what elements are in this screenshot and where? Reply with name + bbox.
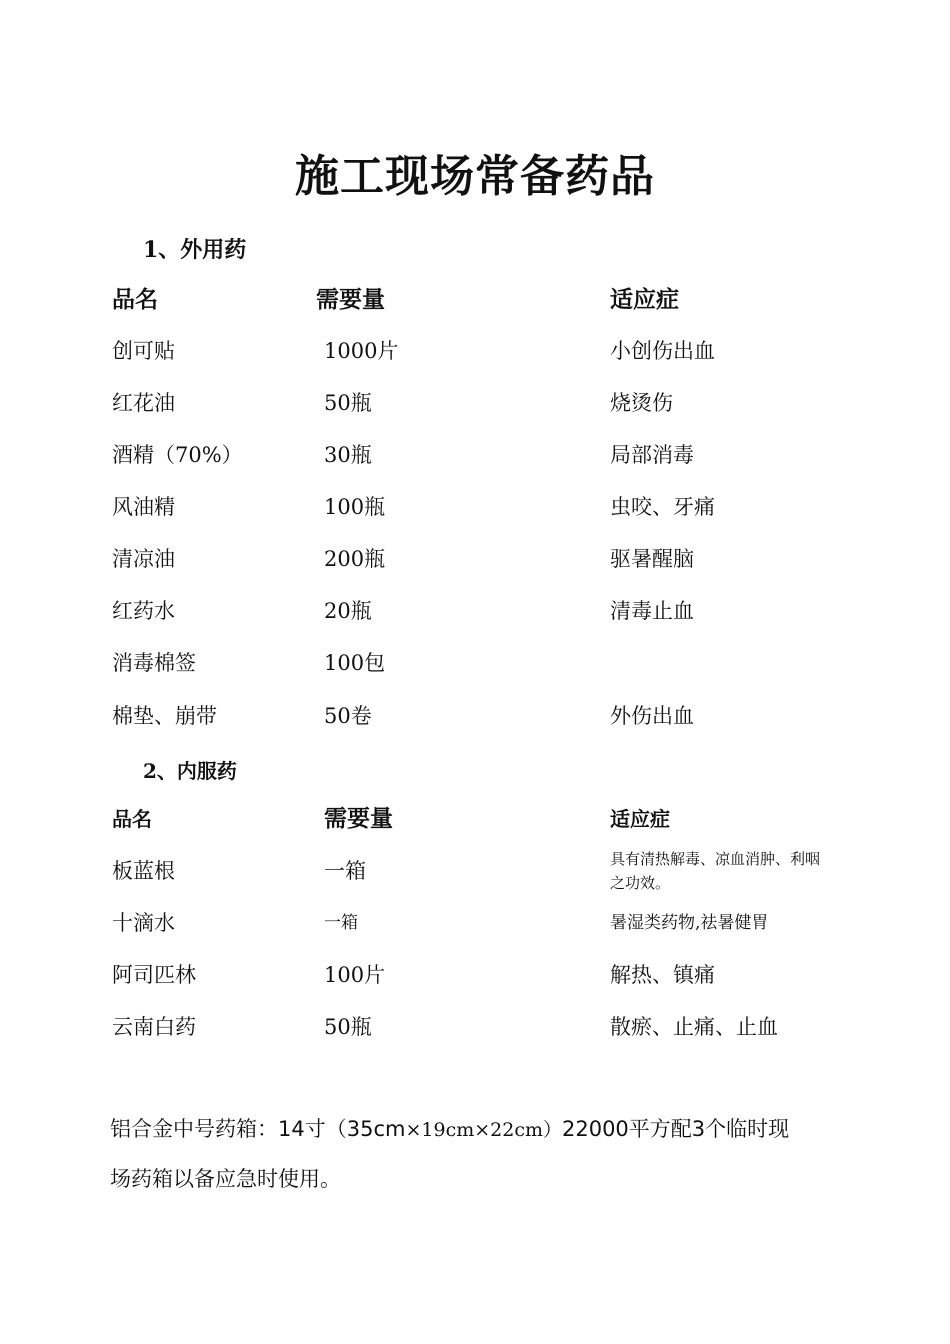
table-row <box>0 1007 950 1047</box>
drug-indication: 局部消毒 <box>610 443 694 467</box>
footer-text: 平方配 <box>628 1117 692 1141</box>
section-heading-external: 1、外用药 <box>143 237 247 263</box>
drug-indication: 具有清热解毒、凉血消肿、利咽之功效。 <box>610 850 821 892</box>
header-quantity: 需要量 <box>324 806 393 832</box>
table-row <box>0 643 950 683</box>
drug-name: 棉垫、崩带 <box>112 704 217 728</box>
drug-quantity: 100片 <box>324 963 386 987</box>
drug-indication: 暑湿类药物,祛暑健胃 <box>610 913 769 933</box>
drug-name: 酒精（70%） <box>112 443 243 467</box>
footer-line-1 <box>110 1113 789 1143</box>
footer-text: 35cm <box>346 1117 406 1141</box>
table-row <box>0 487 950 527</box>
drug-name: 风油精 <box>112 495 175 519</box>
table-header-row <box>0 280 950 320</box>
table-row <box>0 591 950 631</box>
drug-quantity: 100包 <box>324 651 386 675</box>
header-name: 品名 <box>112 287 158 313</box>
footer-line-2: 场药箱以备应急时使用。 <box>110 1167 341 1191</box>
drug-name: 红花油 <box>112 391 175 415</box>
drug-indication: 虫咬、牙痛 <box>610 495 715 519</box>
page-title: 施工现场常备药品 <box>295 151 655 202</box>
table-header-row <box>0 799 950 839</box>
header-quantity: 需要量 <box>316 287 385 313</box>
drug-quantity: 一箱 <box>324 913 358 933</box>
drug-name: 清凉油 <box>112 547 175 571</box>
table-row <box>0 955 950 995</box>
drug-name: 消毒棉签 <box>112 651 196 675</box>
footer-text: ×19cm×22cm） <box>405 1119 562 1141</box>
drug-name: 十滴水 <box>112 911 175 935</box>
table-row <box>0 383 950 423</box>
footer-text: 寸（ <box>304 1117 347 1141</box>
table-row <box>0 851 950 899</box>
header-indication: 适应症 <box>610 287 679 313</box>
table-row <box>0 435 950 475</box>
drug-name: 板蓝根 <box>112 859 175 883</box>
header-indication: 适应症 <box>610 807 670 831</box>
drug-indication: 驱暑醒脑 <box>610 547 694 571</box>
drug-name: 红药水 <box>112 599 175 623</box>
drug-indication: 外伤出血 <box>610 704 694 728</box>
table-row <box>0 696 950 736</box>
drug-quantity: 50瓶 <box>324 391 372 415</box>
table-row <box>0 903 950 943</box>
drug-quantity: 1000片 <box>324 339 399 363</box>
drug-name: 创可贴 <box>112 339 175 363</box>
footer-text: 铝合金中号药箱： <box>110 1117 278 1141</box>
footer-text: 个临时现 <box>705 1117 790 1141</box>
drug-quantity: 一箱 <box>324 859 366 883</box>
drug-quantity: 100瓶 <box>324 495 386 519</box>
drug-name: 云南白药 <box>112 1015 196 1039</box>
table-row <box>0 331 950 371</box>
section-heading-internal: 2、内服药 <box>143 759 237 783</box>
drug-quantity: 20瓶 <box>324 599 372 623</box>
table-row <box>0 539 950 579</box>
drug-quantity: 30瓶 <box>324 443 372 467</box>
drug-indication: 散瘀、止痛、止血 <box>610 1015 778 1039</box>
drug-quantity: 50卷 <box>324 704 372 728</box>
drug-indication: 烧烫伤 <box>610 391 673 415</box>
drug-quantity: 50瓶 <box>324 1015 372 1039</box>
drug-name: 阿司匹林 <box>112 963 196 987</box>
header-name: 品名 <box>112 807 152 831</box>
drug-indication: 清毒止血 <box>610 599 694 623</box>
drug-quantity: 200瓶 <box>324 547 386 571</box>
drug-indication: 小创伤出血 <box>610 339 715 363</box>
footer-text: 14 <box>278 1117 305 1141</box>
drug-indication: 解热、镇痛 <box>610 963 715 987</box>
footer-text: 3 <box>691 1117 706 1141</box>
footer-text: 22000 <box>561 1117 629 1141</box>
